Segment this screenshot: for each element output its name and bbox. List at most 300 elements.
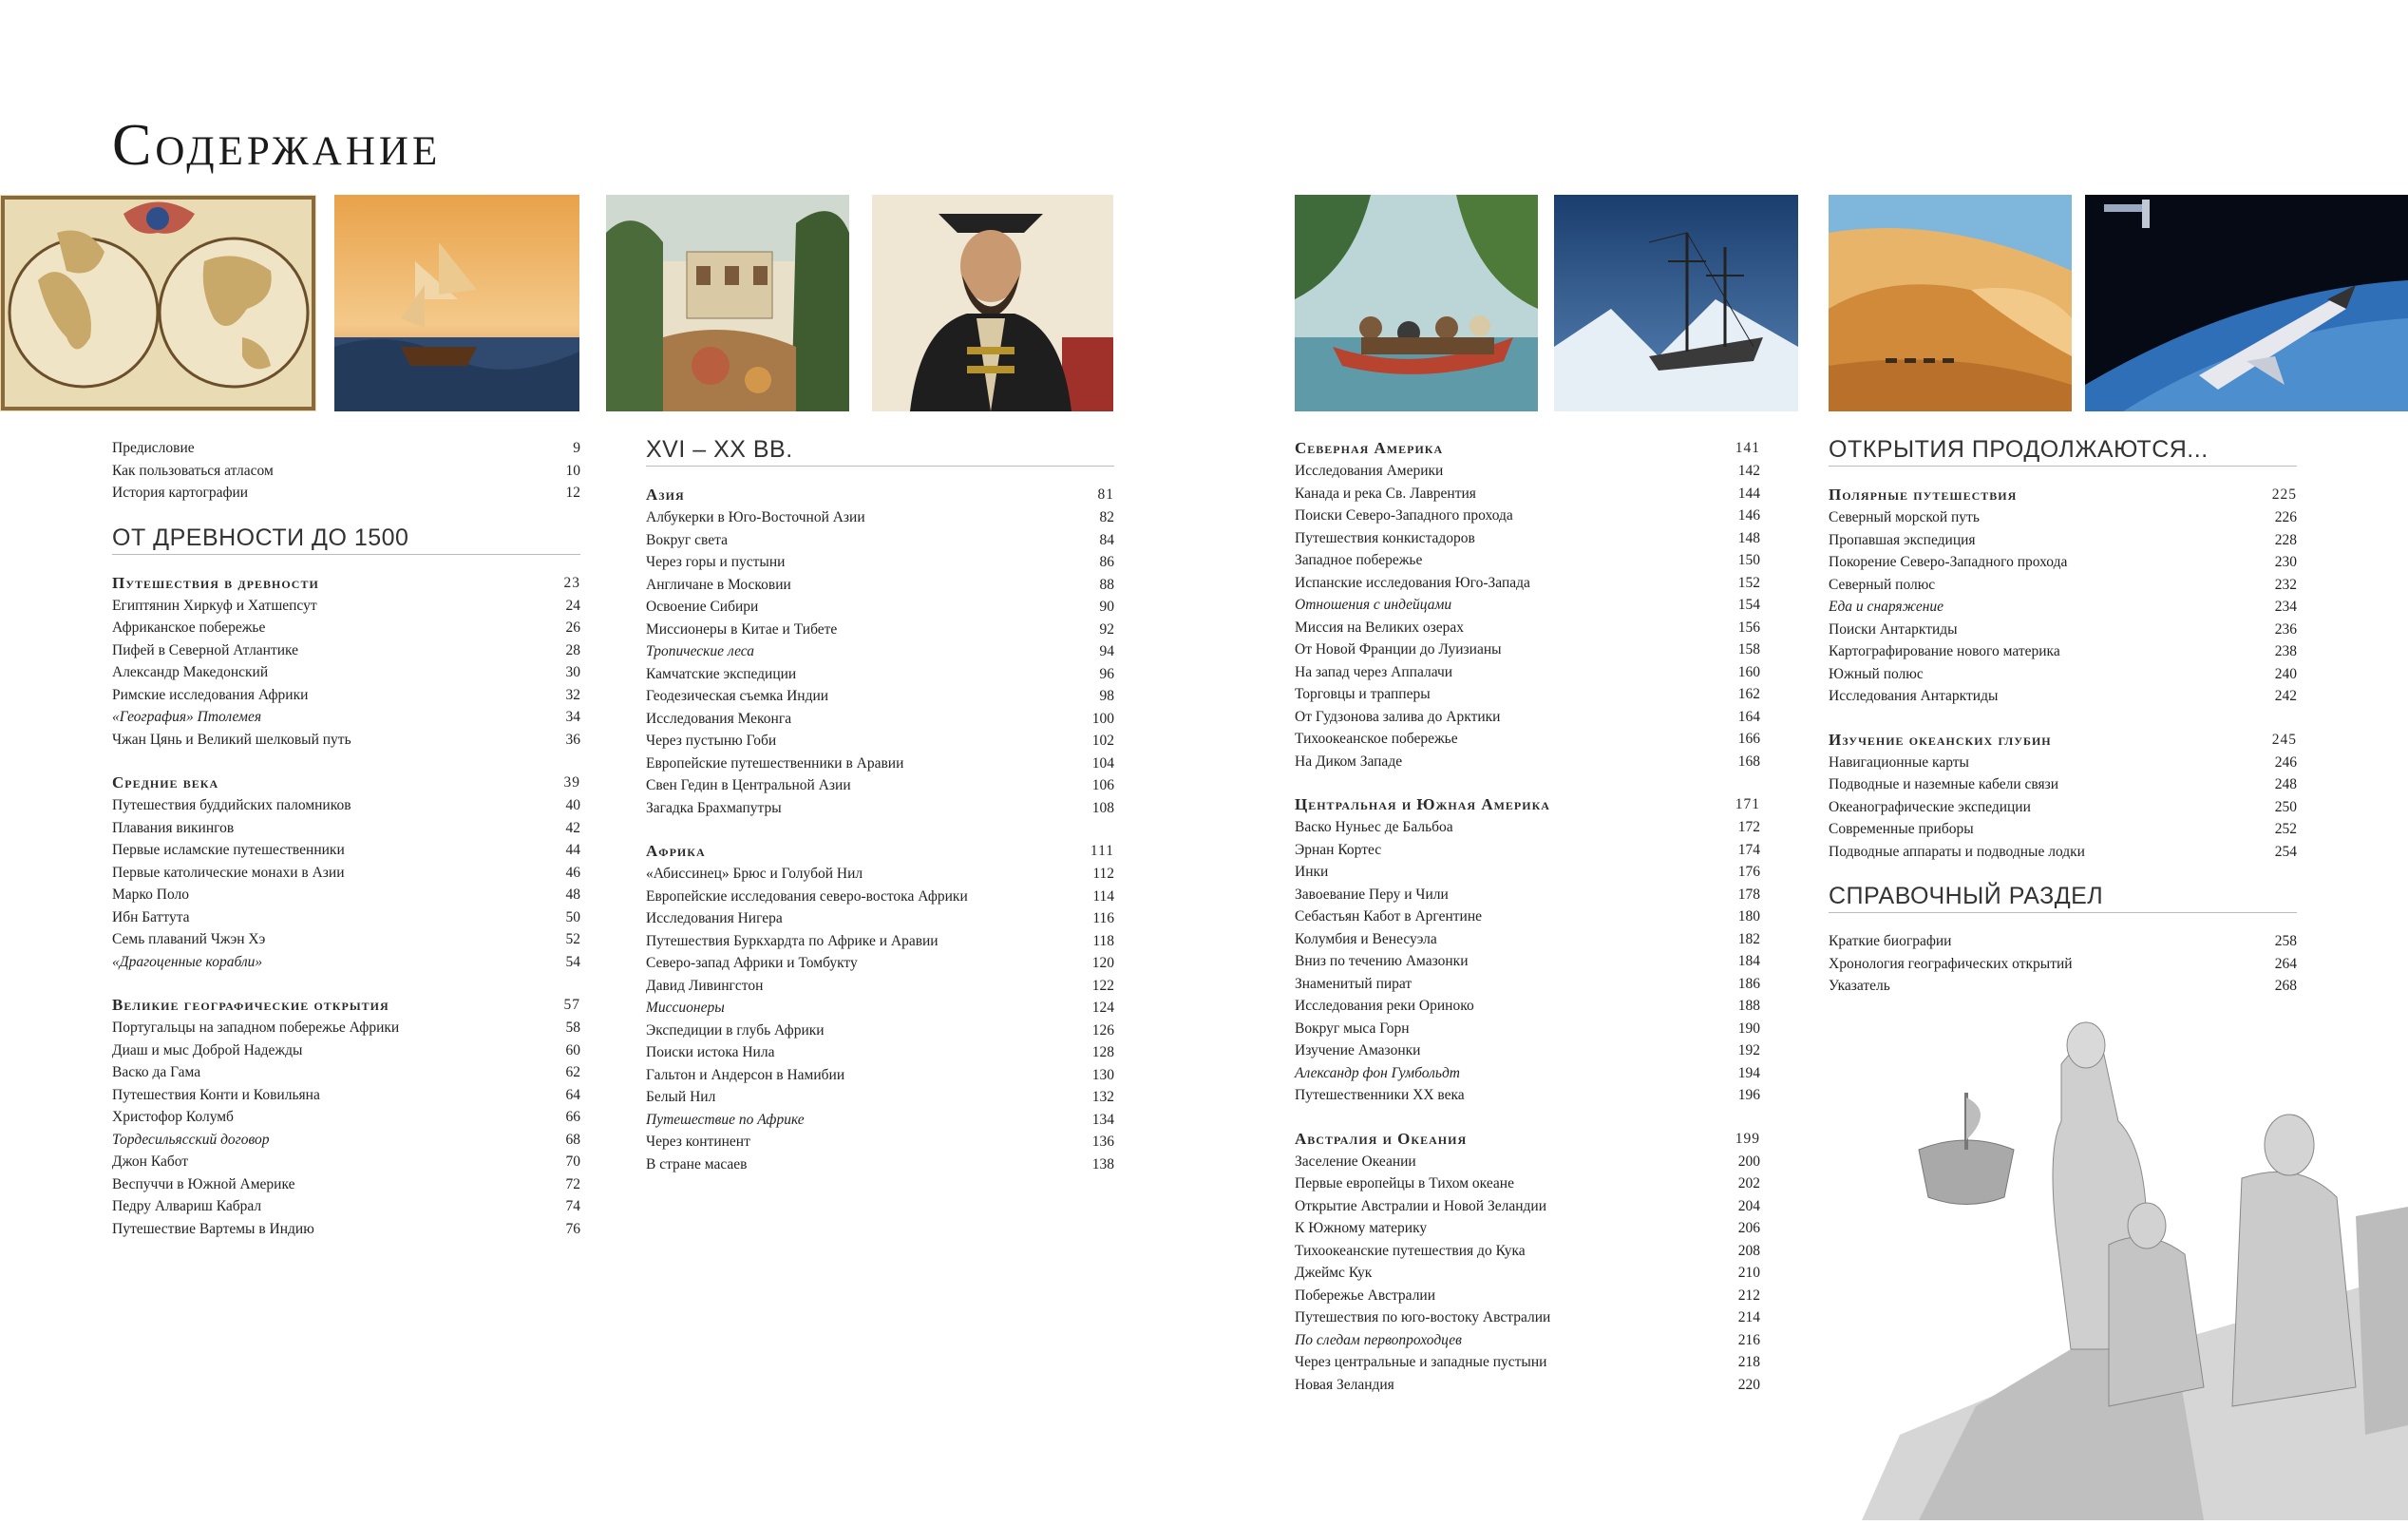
page-number: 174 xyxy=(1737,841,1760,858)
page-number: 28 xyxy=(565,641,580,658)
entry-title: Тихоокеанские путешествия до Кука xyxy=(1295,1242,1526,1259)
toc-entry[interactable] xyxy=(112,906,580,929)
ship-in-ice-picture xyxy=(1554,195,1798,411)
toc-entry[interactable] xyxy=(112,1084,580,1107)
entry-title: Диаш и мыс Доброй Надежды xyxy=(112,1041,303,1058)
page-number: 132 xyxy=(1091,1089,1114,1105)
entry-title: Загадка Брахмапутры xyxy=(646,799,782,816)
entry-title: Еда и снаряжение xyxy=(1829,599,1944,615)
page-number: 158 xyxy=(1737,641,1760,658)
entry-title: Миссионеры xyxy=(646,1000,725,1016)
page-number: 32 xyxy=(565,686,580,703)
entry-title: Океанографические экспедиции xyxy=(1829,798,2031,815)
toc-entry[interactable] xyxy=(646,1109,1114,1132)
page-number: 94 xyxy=(1099,643,1114,659)
page-number: 86 xyxy=(1099,554,1114,570)
page-number: 196 xyxy=(1737,1087,1760,1103)
toc-entry[interactable] xyxy=(1295,1306,1760,1329)
toc-entry[interactable] xyxy=(1295,1262,1760,1285)
entry-title: Португальцы на западном побережье Африки xyxy=(112,1020,400,1036)
entry-title: Вокруг света xyxy=(646,531,728,548)
toc-entry[interactable] xyxy=(112,729,580,752)
entry-title: Африканское побережье xyxy=(112,620,266,636)
page-number: 82 xyxy=(1099,509,1114,525)
entry-title: Хронология географических открытий xyxy=(1829,955,2073,972)
page-number: 126 xyxy=(1091,1021,1114,1039)
page-number: 212 xyxy=(1737,1287,1760,1304)
entry-title: На запад через Аппалачи xyxy=(1295,663,1453,680)
page-number: 154 xyxy=(1737,597,1760,613)
toc-entry[interactable] xyxy=(1295,928,1760,951)
toc-entry[interactable] xyxy=(1295,1329,1760,1352)
toc-entry[interactable] xyxy=(112,706,580,729)
page-number: 134 xyxy=(1091,1111,1114,1128)
entry-title: Западное побережье xyxy=(1295,552,1423,568)
chapter-title: Средние века xyxy=(112,773,219,791)
toc-entry[interactable] xyxy=(646,730,1114,753)
toc-entry[interactable] xyxy=(1295,594,1760,617)
toc-entry[interactable] xyxy=(646,753,1114,775)
page-number: 144 xyxy=(1737,485,1760,502)
entry-title: Путешествия по юго-востоку Австралии xyxy=(1295,1309,1551,1325)
page-number: 226 xyxy=(2274,509,2297,525)
page-number: 90 xyxy=(1099,599,1114,615)
toc-entry[interactable] xyxy=(1295,751,1760,773)
entry-title: Указатель xyxy=(1829,978,1890,994)
page-number: 156 xyxy=(1737,619,1760,636)
entry-title: Заселение Океании xyxy=(1295,1153,1416,1170)
entry-title: Колумбия и Венесуэла xyxy=(1295,930,1437,947)
entry-title: Тордесильясский договор xyxy=(112,1131,270,1148)
sailing-ship-picture xyxy=(334,195,579,411)
entry-title: Давид Ливингстон xyxy=(646,977,764,994)
world-map-picture xyxy=(0,195,316,411)
toc-entry[interactable] xyxy=(1295,995,1760,1018)
toc-entry[interactable] xyxy=(1295,572,1760,595)
entry-title: Картографирование нового материка xyxy=(1829,643,2060,659)
entry-title: Первые исламские путешественники xyxy=(112,842,345,858)
page-number: 264 xyxy=(2274,955,2297,972)
toc-entry[interactable] xyxy=(1829,551,2297,574)
entry-title: От Гудзонова залива до Арктики xyxy=(1295,708,1501,725)
entry-title: Исследования Америки xyxy=(1295,463,1444,479)
toc-entry[interactable] xyxy=(1829,596,2297,619)
page-number: 58 xyxy=(565,1020,580,1036)
entry-title: Плавания викингов xyxy=(112,819,235,836)
toc-entry[interactable] xyxy=(646,1131,1114,1153)
entry-title: Инки xyxy=(1295,864,1329,880)
page-number: 34 xyxy=(565,709,580,725)
toc-entry[interactable] xyxy=(1829,773,2297,796)
toc-entry[interactable] xyxy=(646,975,1114,998)
toc-entry[interactable] xyxy=(1295,639,1760,661)
toc-entry[interactable] xyxy=(1295,549,1760,572)
reference-list xyxy=(1829,930,2297,998)
toc-entry[interactable] xyxy=(646,774,1114,797)
toc-column-3 xyxy=(1295,437,1760,1396)
toc-entry[interactable] xyxy=(1829,640,2297,663)
entry-title: Путешествие Вартемы в Индию xyxy=(112,1220,314,1237)
entry-title: Открытие Австралии и Новой Зеландии xyxy=(1295,1197,1546,1214)
toc-entry[interactable] xyxy=(1295,1018,1760,1040)
entry-title: Через горы и пустыни xyxy=(646,554,786,570)
chapter-heading[interactable] xyxy=(1295,1128,1760,1151)
toc-entry[interactable] xyxy=(646,797,1114,820)
chapter-title: Северная Америка xyxy=(1295,439,1444,457)
toc-entry[interactable] xyxy=(112,661,580,684)
page-number: 39 xyxy=(563,774,580,791)
toc-entry[interactable] xyxy=(1295,728,1760,751)
toc-entry[interactable] xyxy=(1295,1351,1760,1374)
toc-entry[interactable] xyxy=(1295,1151,1760,1173)
entry-title: Христофор Колумб xyxy=(112,1109,234,1125)
chapter-heading[interactable] xyxy=(112,994,580,1017)
toc-entry[interactable] xyxy=(1829,663,2297,686)
entry-title: Вокруг мыса Горн xyxy=(1295,1020,1410,1037)
page-number: 188 xyxy=(1737,998,1760,1014)
page-number: 118 xyxy=(1092,932,1114,949)
toc-entry[interactable] xyxy=(112,884,580,906)
toc-entry[interactable] xyxy=(1829,752,2297,774)
chapter-heading[interactable] xyxy=(1829,484,2297,506)
page-number: 214 xyxy=(1737,1309,1760,1325)
toc-entry[interactable] xyxy=(646,863,1114,886)
entry-title: Камчатские экспедиции xyxy=(646,665,797,682)
entry-title: Завоевание Перу и Чили xyxy=(1295,886,1449,903)
page-number: 184 xyxy=(1737,953,1760,969)
toc-entry[interactable] xyxy=(646,596,1114,619)
chapter-title: Изучение океанских глубин xyxy=(1829,730,2052,749)
entry-title: Себастьян Кабот в Аргентине xyxy=(1295,908,1482,925)
toc-entry[interactable] xyxy=(1829,574,2297,597)
toc-entry[interactable] xyxy=(112,817,580,840)
entry-title: Знаменитый пират xyxy=(1295,975,1413,992)
page-number: 138 xyxy=(1091,1155,1114,1172)
toc-entry[interactable] xyxy=(1295,460,1760,483)
page-number: 220 xyxy=(1737,1376,1760,1393)
toc-entry[interactable]: Как пользоваться атласом 10 xyxy=(112,462,580,479)
entry-title: Путешественники XX века xyxy=(1295,1087,1465,1103)
chapter-list xyxy=(1829,484,2297,863)
entry-title: Римские исследования Африки xyxy=(112,686,309,703)
page-number: 96 xyxy=(1099,665,1114,682)
toc-entry[interactable] xyxy=(1295,661,1760,684)
toc-entry[interactable] xyxy=(1295,683,1760,706)
entry-title: Северный морской путь xyxy=(1829,509,1980,525)
page-number: 130 xyxy=(1091,1066,1114,1083)
toc-entry[interactable] xyxy=(646,1086,1114,1109)
toc-entry[interactable] xyxy=(1829,953,2297,976)
page-number: 120 xyxy=(1091,955,1114,971)
toc-column-1 xyxy=(112,437,580,1240)
entry-title: В стране масаев xyxy=(646,1155,748,1172)
page-number: 234 xyxy=(2274,599,2297,615)
toc-entry[interactable] xyxy=(1829,529,2297,552)
section-heading: ОТКРЫТИЯ ПРОДОЛЖАЮТСЯ... xyxy=(1829,433,2297,467)
page-number: 146 xyxy=(1737,507,1760,524)
toc-entry[interactable] xyxy=(646,574,1114,597)
toc-entry[interactable] xyxy=(1295,816,1760,839)
toc-entry[interactable] xyxy=(112,928,580,951)
toc-entry[interactable] xyxy=(112,862,580,885)
page-number: 242 xyxy=(2274,688,2297,704)
page-number: 236 xyxy=(2274,620,2297,638)
toc-entry[interactable] xyxy=(1295,706,1760,729)
toc-entry[interactable]: История картографии 12 xyxy=(112,485,580,501)
toc-entry[interactable] xyxy=(112,1017,580,1039)
page-number: 230 xyxy=(2274,554,2297,570)
navigator-portrait-picture xyxy=(872,195,1113,411)
entry-title: Свен Гедин в Центральной Азии xyxy=(646,777,851,793)
page-number: 182 xyxy=(1737,930,1760,947)
entry-title: Гальтон и Андерсон в Намибии xyxy=(646,1066,845,1083)
toc-entry[interactable] xyxy=(646,640,1114,663)
entry-title: Освоение Сибири xyxy=(646,599,759,615)
page-number: 114 xyxy=(1092,887,1114,905)
chapter-list xyxy=(1295,437,1760,1396)
toc-entry[interactable] xyxy=(1295,1172,1760,1195)
toc-entry[interactable]: Предисловие 9 xyxy=(112,440,580,456)
toc-entry[interactable] xyxy=(646,952,1114,975)
toc-entry[interactable] xyxy=(1829,619,2297,641)
page-number: 192 xyxy=(1737,1042,1760,1058)
entry-title: Краткие биографии xyxy=(1829,933,1952,949)
toc-entry[interactable] xyxy=(112,1106,580,1129)
entry-title: Современные приборы xyxy=(1829,821,1974,837)
page-number: 166 xyxy=(1737,731,1760,747)
toc-entry[interactable] xyxy=(112,1061,580,1084)
toc-entry[interactable] xyxy=(1295,483,1760,505)
page-number: 240 xyxy=(2274,665,2297,682)
monument-picture xyxy=(1862,988,2408,1520)
page-number: 164 xyxy=(1737,708,1760,725)
entry-title: Поиски Антарктиды xyxy=(1829,620,1958,638)
page-number: 186 xyxy=(1737,975,1760,992)
toc-entry[interactable] xyxy=(112,1039,580,1062)
toc-entry[interactable] xyxy=(1295,1039,1760,1062)
entry-title: Веспуччи в Южной Америке xyxy=(112,1175,295,1192)
toc-entry[interactable] xyxy=(646,1041,1114,1064)
toc-entry[interactable] xyxy=(1295,1062,1760,1085)
toc-entry[interactable] xyxy=(646,708,1114,731)
page-number: 254 xyxy=(2274,843,2297,860)
toc-entry[interactable] xyxy=(1295,950,1760,973)
entry-title: По следам первопроходцев xyxy=(1295,1331,1462,1348)
page-number: 42 xyxy=(565,819,580,836)
page-number: 238 xyxy=(2274,643,2297,659)
chapter-heading[interactable] xyxy=(112,772,580,794)
toc-entry[interactable] xyxy=(1829,506,2297,529)
toc-entry[interactable] xyxy=(112,1173,580,1196)
canoe-expedition-picture xyxy=(1295,195,1538,411)
page-number: 172 xyxy=(1737,819,1760,835)
entry-title: Вниз по течению Амазонки xyxy=(1295,953,1469,969)
entry-title: К Южному материку xyxy=(1295,1220,1428,1236)
entry-title: Европейские путешественники в Аравии xyxy=(646,754,904,772)
toc-entry[interactable] xyxy=(646,685,1114,708)
section-heading: ОТ ДРЕВНОСТИ ДО 1500 xyxy=(112,522,580,555)
page-number: 160 xyxy=(1737,663,1760,680)
intro-list xyxy=(112,437,580,505)
entry-title: Путешествия Буркхардта по Африке и Аравии xyxy=(646,932,939,949)
entry-title: Марко Поло xyxy=(112,886,190,903)
entry-title: Белый Нил xyxy=(646,1089,716,1105)
chapter-title: Африка xyxy=(646,842,706,860)
page-number: 111 xyxy=(1090,843,1114,859)
toc-entry[interactable] xyxy=(1295,1217,1760,1240)
toc-entry[interactable] xyxy=(112,794,580,817)
entry-title: Джон Кабот xyxy=(112,1153,189,1170)
toc-entry[interactable] xyxy=(1295,861,1760,884)
page-number: 232 xyxy=(2274,576,2297,593)
toc-entry[interactable] xyxy=(646,663,1114,686)
entry-title: Путешествия буддийских паломников xyxy=(112,797,351,813)
entry-title: Исследования Антарктиды xyxy=(1829,688,1999,704)
toc-entry[interactable] xyxy=(1295,905,1760,928)
entry-title: Эрнан Кортес xyxy=(1295,841,1382,858)
toc-entry[interactable] xyxy=(112,839,580,862)
page-number: 190 xyxy=(1737,1020,1760,1037)
entry-title: Миссия на Великих озерах xyxy=(1295,619,1465,636)
toc-entry[interactable] xyxy=(1829,930,2297,953)
page-number: 54 xyxy=(565,953,580,970)
entry-title: Поиски Северо-Западного прохода xyxy=(1295,507,1513,524)
page-number: 208 xyxy=(1737,1242,1760,1259)
toc-entry[interactable] xyxy=(1295,1195,1760,1218)
page-number: 136 xyxy=(1091,1134,1114,1150)
toc-entry[interactable] xyxy=(112,1151,580,1173)
toc-entry[interactable] xyxy=(646,886,1114,908)
page-number: 206 xyxy=(1737,1220,1760,1236)
page-number: 74 xyxy=(565,1198,580,1214)
section-heading: XVI – XX ВВ. xyxy=(646,433,1114,467)
toc-entry[interactable] xyxy=(646,551,1114,574)
page-number: 246 xyxy=(2274,753,2297,771)
toc-entry[interactable] xyxy=(646,1153,1114,1176)
toc-entry[interactable] xyxy=(1829,818,2297,841)
toc-entry[interactable] xyxy=(1295,1285,1760,1307)
entry-title: Покорение Северо-Западного прохода xyxy=(1829,554,2068,570)
toc-entry[interactable] xyxy=(646,1020,1114,1042)
page-number: 141 xyxy=(1735,440,1760,456)
entry-title: Торговцы и трапперы xyxy=(1295,686,1431,702)
page-number: 48 xyxy=(565,886,580,903)
page-number: 245 xyxy=(2271,731,2297,748)
entry-title: Александр фон Гумбольдт xyxy=(1295,1064,1460,1081)
entry-title: Египтянин Хиркуф и Хатшепсут xyxy=(112,597,317,614)
entry-title: Албукерки в Юго-Восточной Азии xyxy=(646,509,865,525)
toc-entry[interactable] xyxy=(1295,973,1760,996)
page-number: 46 xyxy=(565,864,580,881)
toc-entry[interactable] xyxy=(1295,617,1760,639)
toc-entry[interactable] xyxy=(1829,685,2297,708)
entry-title: Южный полюс xyxy=(1829,665,1924,682)
toc-entry[interactable] xyxy=(1829,796,2297,819)
page-number: 100 xyxy=(1091,710,1114,727)
page-number: 66 xyxy=(565,1109,580,1125)
toc-entry[interactable] xyxy=(646,930,1114,953)
chapter-list xyxy=(646,484,1114,1175)
page-number: 202 xyxy=(1737,1175,1760,1191)
page-number: 176 xyxy=(1737,864,1760,880)
page-number: 194 xyxy=(1737,1064,1760,1081)
chapter-heading[interactable] xyxy=(112,572,580,595)
toc-entry[interactable] xyxy=(1295,1240,1760,1263)
entry-title: Миссионеры в Китае и Тибете xyxy=(646,620,838,638)
page-number: 268 xyxy=(2274,978,2297,994)
toc-entry[interactable] xyxy=(112,1218,580,1241)
entry-title: Северный полюс xyxy=(1829,576,1936,593)
entry-title: Геодезическая съемка Индии xyxy=(646,688,829,704)
page-number: 88 xyxy=(1099,576,1114,593)
page-number: 258 xyxy=(2274,933,2297,949)
entry-title: Исследования реки Ориноко xyxy=(1295,998,1474,1014)
toc-entry[interactable] xyxy=(1295,527,1760,550)
entry-title: Подводные аппараты и подводные лодки xyxy=(1829,843,2085,860)
entry-title: Первые европейцы в Тихом океане xyxy=(1295,1175,1514,1191)
entry-title: Тропические леса xyxy=(646,643,754,659)
toc-entry[interactable] xyxy=(646,619,1114,641)
chapter-heading[interactable] xyxy=(646,484,1114,506)
entry-title: Путешествия конкистадоров xyxy=(1295,529,1475,546)
entry-title: Испанские исследования Юго-Запада xyxy=(1295,574,1530,591)
toc-entry[interactable] xyxy=(1295,505,1760,527)
toc-entry[interactable] xyxy=(112,951,580,974)
asian-city-picture xyxy=(606,195,849,411)
toc-entry[interactable] xyxy=(112,1195,580,1218)
entry-title: Экспедиции в глубь Африки xyxy=(646,1021,825,1039)
page-number: 60 xyxy=(565,1041,580,1058)
chapter-title: Австралия и Океания xyxy=(1295,1129,1468,1148)
toc-entry[interactable] xyxy=(646,997,1114,1020)
toc-entry[interactable] xyxy=(1829,841,2297,864)
page-number: 168 xyxy=(1737,753,1760,770)
page-number: 225 xyxy=(2271,486,2297,503)
page-number: 128 xyxy=(1091,1044,1114,1060)
entry-title: Пифей в Северной Атлантике xyxy=(112,641,299,658)
chapter-heading[interactable] xyxy=(646,840,1114,863)
page-number: 112 xyxy=(1092,866,1114,882)
page-number: 57 xyxy=(563,997,580,1013)
entry-title: Пропавшая экспедиция xyxy=(1829,531,1976,548)
page-number: 116 xyxy=(1092,910,1114,926)
toc-entry[interactable] xyxy=(112,595,580,618)
toc-entry[interactable] xyxy=(646,907,1114,930)
chapter-heading[interactable] xyxy=(1295,437,1760,460)
toc-entry[interactable] xyxy=(646,506,1114,529)
desert-camels-picture xyxy=(1829,195,2072,411)
toc-entry[interactable] xyxy=(112,684,580,707)
entry-title: Васко да Гама xyxy=(112,1064,201,1080)
page-number: 152 xyxy=(1737,574,1760,591)
page-number: 142 xyxy=(1737,463,1760,479)
entry-title: Педру Алвариш Кабрал xyxy=(112,1198,262,1214)
toc-entry[interactable] xyxy=(112,1129,580,1152)
toc-entry[interactable] xyxy=(1295,884,1760,906)
chapter-heading[interactable] xyxy=(1295,793,1760,816)
toc-entry[interactable] xyxy=(112,639,580,662)
page-number: 44 xyxy=(565,842,580,858)
chapter-heading[interactable] xyxy=(1829,729,2297,752)
entry-title: Джеймс Кук xyxy=(1295,1265,1373,1281)
toc-entry[interactable] xyxy=(1295,839,1760,862)
toc-entry[interactable] xyxy=(112,617,580,639)
entry-title: Канада и река Св. Лаврентия xyxy=(1295,485,1476,502)
toc-entry[interactable] xyxy=(1295,1084,1760,1107)
toc-entry[interactable] xyxy=(646,1064,1114,1087)
toc-entry[interactable] xyxy=(1295,1374,1760,1397)
toc-entry[interactable] xyxy=(646,529,1114,552)
